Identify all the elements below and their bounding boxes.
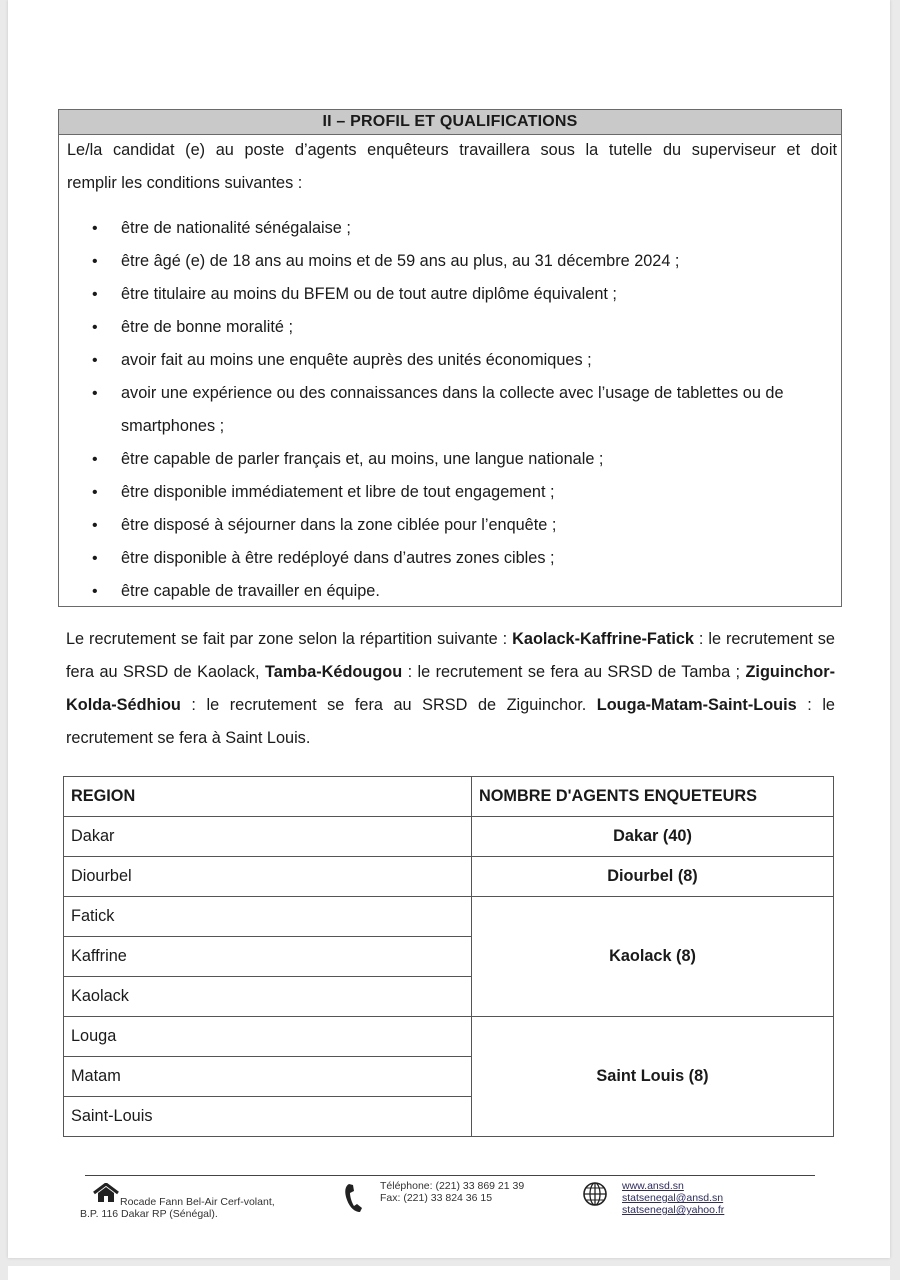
list-item: • être de nationalité sénégalaise ; bbox=[59, 212, 839, 245]
next-page-edge bbox=[8, 1266, 890, 1280]
footer-divider bbox=[85, 1175, 815, 1176]
bullet-icon: • bbox=[92, 319, 98, 336]
footer-address: Rocade Fann Bel-Air Cerf-volant, B.P. 116 Dakar RP (Sénégal). bbox=[80, 1196, 275, 1220]
bullet-icon: • bbox=[92, 220, 98, 237]
region-cell: Matam bbox=[64, 1057, 472, 1097]
agents-cell: Kaolack (8) bbox=[472, 897, 834, 1017]
bullet-icon: • bbox=[92, 550, 98, 567]
column-header-agents: NOMBRE D'AGENTS ENQUETEURS bbox=[472, 777, 834, 817]
list-item: • être capable de parler français et, au moins, une langue nationale ; bbox=[59, 443, 839, 476]
bullet-icon: • bbox=[92, 286, 98, 303]
bullet-icon: • bbox=[92, 385, 98, 402]
website-link[interactable]: www.ansd.sn bbox=[622, 1180, 684, 1192]
zone-name: Ziguinchor-Kolda-Sédhiou bbox=[66, 663, 836, 714]
table-row bbox=[64, 817, 834, 857]
email-link[interactable]: statsenegal@ansd.sn bbox=[622, 1192, 724, 1204]
intro-line-2: remplir les conditions suivantes : bbox=[67, 174, 303, 192]
intro-line-1: Le/la candidat (e) au poste d’agents enquêteurs travaillera sous la tutelle du superviseur et doit bbox=[67, 141, 837, 159]
table-row bbox=[64, 897, 834, 937]
region-cell: Kaolack bbox=[64, 977, 472, 1017]
profile-section bbox=[58, 109, 842, 607]
list-item: • avoir fait au moins une enquête auprès des unités économiques ; bbox=[59, 344, 839, 377]
agents-cell: Dakar (40) bbox=[472, 817, 834, 857]
section-title: II – PROFIL ET QUALIFICATIONS bbox=[59, 110, 841, 135]
footer-contact bbox=[380, 1180, 524, 1204]
globe-icon bbox=[582, 1181, 608, 1207]
conditions-list bbox=[59, 212, 839, 608]
column-header-region: REGION bbox=[64, 777, 472, 817]
list-item: • être disponible immédiatement et libre de tout engagement ; bbox=[59, 476, 839, 509]
list-item: • être âgé (e) de 18 ans au moins et de 59 ans au plus, au 31 décembre 2024 ; bbox=[59, 245, 839, 278]
phone-icon bbox=[343, 1182, 365, 1214]
table-row bbox=[64, 1017, 834, 1057]
regions-table bbox=[63, 776, 834, 1137]
list-item: • être disposé à séjourner dans la zone ciblée pour l’enquête ; bbox=[59, 509, 839, 542]
region-cell: Fatick bbox=[64, 897, 472, 937]
table-row bbox=[64, 857, 834, 897]
bullet-icon: • bbox=[92, 352, 98, 369]
list-item: • être titulaire au moins du BFEM ou de tout autre diplôme équivalent ; bbox=[59, 278, 839, 311]
list-item: • être capable de travailler en équipe. bbox=[59, 575, 839, 608]
region-cell: Diourbel bbox=[64, 857, 472, 897]
footer-web bbox=[622, 1180, 724, 1216]
bullet-icon: • bbox=[92, 484, 98, 501]
recruitment-paragraph: Le recrutement se fait par zone selon la répartition suivante : Kaolack-Kaffrine-Fatick : le recrutement se fera au SRSD de Kaolack, Tamba-Kédougou : le recrutement se fera au SRSD de Tamba ; Ziguinchor-Kolda-Sédhiou : le recrutement se fera au SRSD de Ziguinchor. Louga-Matam-Saint-Louis : le recrutement se fera à Saint Louis. bbox=[66, 630, 836, 747]
agents-cell: Diourbel (8) bbox=[472, 857, 834, 897]
bullet-icon: • bbox=[92, 253, 98, 270]
zone-name: Kaolack-Kaffrine-Fatick bbox=[512, 630, 694, 648]
list-item: • avoir une expérience ou des connaissances dans la collecte avec l’usage de tablettes ou de smartphones ; bbox=[59, 377, 839, 443]
list-item: • être disponible à être redéployé dans d’autres zones cibles ; bbox=[59, 542, 839, 575]
region-cell: Dakar bbox=[64, 817, 472, 857]
phone-number: Téléphone: (221) 33 869 21 39 bbox=[380, 1180, 525, 1192]
region-cell: Saint-Louis bbox=[64, 1097, 472, 1137]
table-header-row bbox=[64, 777, 834, 817]
region-cell: Kaffrine bbox=[64, 937, 472, 977]
bullet-icon: • bbox=[92, 517, 98, 534]
list-item: • être de bonne moralité ; bbox=[59, 311, 839, 344]
agents-cell: Saint Louis (8) bbox=[472, 1017, 834, 1137]
bullet-icon: • bbox=[92, 583, 98, 600]
bullet-icon: • bbox=[92, 451, 98, 468]
zone-name: Louga-Matam-Saint-Louis bbox=[596, 696, 797, 714]
region-cell: Louga bbox=[64, 1017, 472, 1057]
zone-name: Tamba-Kédougou bbox=[264, 663, 403, 681]
email-link[interactable]: statsenegal@yahoo.fr bbox=[622, 1204, 725, 1216]
fax-number: Fax: (221) 33 824 36 15 bbox=[380, 1192, 493, 1204]
intro-text bbox=[67, 134, 837, 200]
